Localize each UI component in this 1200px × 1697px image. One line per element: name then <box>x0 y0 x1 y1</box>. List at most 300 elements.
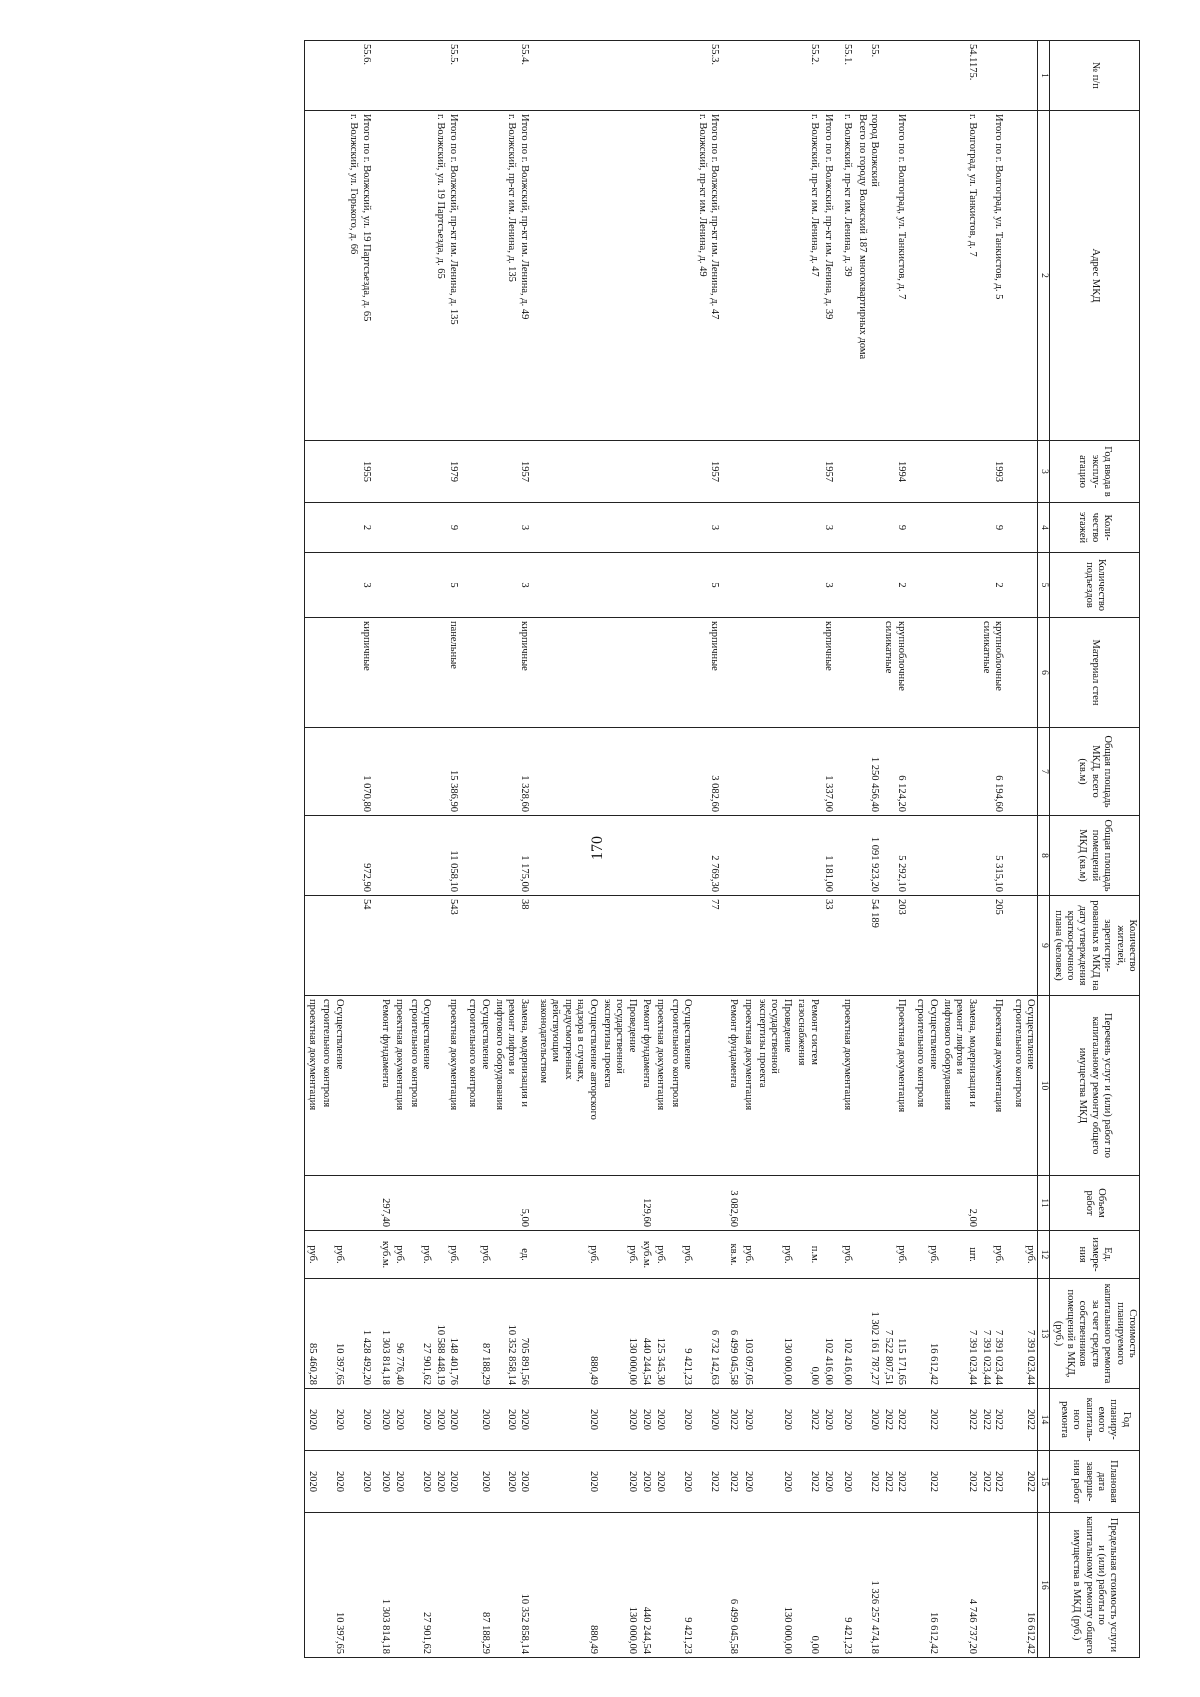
column-number-13: 13 <box>1038 1279 1050 1389</box>
total-area-cell <box>406 728 433 816</box>
entrances-cell: 2 <box>881 553 913 618</box>
entrances-cell <box>653 553 667 618</box>
row-number-cell: 55.2. <box>794 41 821 111</box>
address-cell: Итого по г. Волжский, ул. 19 Партсъезда, д. 65 г. Волжский, ул. Горького, д. 66 <box>346 111 378 441</box>
address-cell <box>392 111 406 441</box>
planned-cost-cell: 705 891,56 10 352 858,14 <box>492 1279 536 1389</box>
address-cell <box>406 111 433 441</box>
entrances-cell <box>913 553 940 618</box>
premises-area-cell <box>600 816 639 896</box>
unit-cell <box>694 1231 726 1279</box>
max-cost-cell: 9 421,23 <box>840 1513 854 1658</box>
entrances-cell <box>378 553 392 618</box>
work-volume-cell <box>854 1176 881 1231</box>
entrances-cell: 2 <box>979 553 1011 618</box>
year-commissioned-cell <box>406 441 433 503</box>
entrances-cell <box>319 553 346 618</box>
work-volume-cell <box>794 1176 821 1231</box>
max-cost-cell: 130 000,00 <box>755 1513 794 1658</box>
wall-material-cell <box>913 618 940 728</box>
work-type-cell: Замена, модернизация и ремонт лифтов и лифтового оборудования <box>940 996 979 1176</box>
floors-cell <box>854 503 881 553</box>
repair-year-cell: 2022 <box>794 1389 821 1451</box>
planned-cost-cell: 148 401,76 10 588 448,19 <box>433 1279 465 1389</box>
work-type-cell: проектная документация <box>740 996 754 1176</box>
residents-cell <box>600 896 639 996</box>
residents-cell: 54 <box>346 896 378 996</box>
work-type-cell: Осуществление строительного контроля <box>913 996 940 1176</box>
total-area-cell <box>536 728 600 816</box>
work-type-cell <box>694 996 726 1176</box>
work-volume-cell <box>304 1176 319 1231</box>
residents-cell <box>392 896 406 996</box>
work-volume-cell <box>913 1176 940 1231</box>
planned-cost-cell: 7 391 023,44 <box>1010 1279 1037 1389</box>
wall-material-cell <box>600 618 639 728</box>
table-row <box>726 41 740 1658</box>
work-volume-cell: 2,00 <box>940 1176 979 1231</box>
floors-cell <box>600 503 639 553</box>
max-cost-cell <box>433 1513 465 1658</box>
premises-area-cell <box>392 816 406 896</box>
row-number-cell <box>667 41 694 111</box>
column-number-14: 14 <box>1038 1389 1050 1451</box>
work-type-cell: проектная документация <box>392 996 406 1176</box>
repair-year-cell: 2020 <box>600 1389 639 1451</box>
wall-material-cell <box>755 618 794 728</box>
completion-date-cell: 2020 <box>465 1451 492 1513</box>
address-cell <box>378 111 392 441</box>
address-cell <box>1010 111 1037 441</box>
year-commissioned-cell: 1957 <box>694 441 726 503</box>
unit-cell: руб. <box>840 1231 854 1279</box>
address-cell: Итого по г. Волжский, пр-кт им. Ленина, д. 47 г. Волжский, пр-кт им. Ленина, д. 49 <box>694 111 726 441</box>
max-cost-cell <box>979 1513 1011 1658</box>
residents-cell: 543 <box>433 896 465 996</box>
planned-cost-cell: 85 460,28 <box>304 1279 319 1389</box>
wall-material-cell <box>536 618 600 728</box>
repair-year-cell: 2020 <box>821 1389 840 1451</box>
entrances-cell <box>392 553 406 618</box>
completion-date-cell: 2020 <box>840 1451 854 1513</box>
completion-date-cell: 2020 <box>378 1451 392 1513</box>
completion-date-cell: 2020 <box>319 1451 346 1513</box>
header-cell-col-12: Ед. измере-ния <box>1050 1231 1140 1279</box>
rotated-page-content <box>40 40 1140 1657</box>
wall-material-cell <box>319 618 346 728</box>
year-commissioned-cell <box>840 441 854 503</box>
max-cost-cell <box>740 1513 754 1658</box>
address-cell <box>913 111 940 441</box>
table-row <box>840 41 854 1658</box>
completion-date-cell: 2022 <box>794 1451 821 1513</box>
unit-cell: руб. <box>881 1231 913 1279</box>
premises-area-cell: 5 292,10 <box>881 816 913 896</box>
row-number-cell: 55.6. <box>346 41 378 111</box>
header-cell-col-6: Материал стен <box>1050 618 1140 728</box>
address-cell: г. Волжский, пр-кт им. Ленина, д. 39 <box>840 111 854 441</box>
total-area-cell: 1 250 456,40 <box>854 728 881 816</box>
completion-date-cell: 2020 <box>346 1451 378 1513</box>
completion-date-cell: 2020 2020 <box>492 1451 536 1513</box>
total-area-cell <box>840 728 854 816</box>
row-number-cell <box>406 41 433 111</box>
unit-cell: руб. <box>392 1231 406 1279</box>
table-row <box>465 41 492 1658</box>
row-number-cell <box>740 41 754 111</box>
premises-area-cell <box>840 816 854 896</box>
address-cell: г. Волжский, пр-кт им. Ленина, д. 47 <box>794 111 821 441</box>
column-number-9: 9 <box>1038 896 1050 996</box>
premises-area-cell <box>755 816 794 896</box>
work-volume-cell <box>694 1176 726 1231</box>
year-commissioned-cell <box>536 441 600 503</box>
residents-cell <box>406 896 433 996</box>
planned-cost-cell: 125 345,30 <box>653 1279 667 1389</box>
entrances-cell <box>639 553 653 618</box>
header-cell-col-13: Стоимость планируемого капитального ремонта за счет средств собственников помещений в МКД, (руб.) <box>1050 1279 1140 1389</box>
address-cell <box>740 111 754 441</box>
floors-cell <box>536 503 600 553</box>
max-cost-cell: 0,00 <box>794 1513 821 1658</box>
residents-cell <box>536 896 600 996</box>
floors-cell: 3 <box>821 503 840 553</box>
work-type-cell: Ремонт фундамента <box>726 996 740 1176</box>
year-commissioned-cell <box>740 441 754 503</box>
wall-material-cell: крупноблочные силикатные <box>881 618 913 728</box>
address-cell <box>465 111 492 441</box>
entrances-cell: 5 <box>433 553 465 618</box>
wall-material-cell <box>406 618 433 728</box>
column-number-16: 16 <box>1038 1513 1050 1658</box>
table-row <box>304 41 319 1658</box>
planned-cost-cell: 16 612,42 <box>913 1279 940 1389</box>
unit-cell: руб. <box>913 1231 940 1279</box>
wall-material-cell <box>392 618 406 728</box>
max-cost-cell: 9 421,23 <box>667 1513 694 1658</box>
year-commissioned-cell <box>392 441 406 503</box>
column-number-1: 1 <box>1038 41 1050 111</box>
repair-year-cell: 2020 <box>755 1389 794 1451</box>
max-cost-cell <box>881 1513 913 1658</box>
repair-year-cell: 2020 <box>536 1389 600 1451</box>
work-volume-cell <box>392 1176 406 1231</box>
floors-cell <box>940 503 979 553</box>
entrances-cell <box>600 553 639 618</box>
completion-date-cell: 2022 <box>940 1451 979 1513</box>
completion-date-cell: 2020 <box>755 1451 794 1513</box>
unit-cell <box>346 1231 378 1279</box>
table-row <box>854 41 881 1658</box>
row-number-cell <box>378 41 392 111</box>
row-number-cell <box>392 41 406 111</box>
repair-year-cell: 2020 <box>694 1389 726 1451</box>
address-cell <box>600 111 639 441</box>
unit-cell: руб. <box>465 1231 492 1279</box>
address-cell <box>536 111 600 441</box>
repair-year-cell: 2022 <box>913 1389 940 1451</box>
table-row <box>667 41 694 1658</box>
table-row <box>979 41 1011 1658</box>
row-number-cell <box>881 41 913 111</box>
residents-cell <box>653 896 667 996</box>
table-row <box>913 41 940 1658</box>
entrances-cell: 3 <box>492 553 536 618</box>
unit-cell: кв.м. <box>726 1231 740 1279</box>
unit-cell: руб. <box>304 1231 319 1279</box>
premises-area-cell <box>1010 816 1037 896</box>
total-area-cell <box>740 728 754 816</box>
total-area-cell <box>653 728 667 816</box>
wall-material-cell <box>794 618 821 728</box>
work-volume-cell <box>600 1176 639 1231</box>
wall-material-cell <box>854 618 881 728</box>
floors-cell <box>794 503 821 553</box>
wall-material-cell <box>1010 618 1037 728</box>
completion-date-cell: 2020 <box>740 1451 754 1513</box>
table-row <box>346 41 378 1658</box>
repair-year-cell: 2020 <box>406 1389 433 1451</box>
total-area-cell <box>392 728 406 816</box>
floors-cell: 3 <box>492 503 536 553</box>
capital-repair-plan-table <box>304 40 1140 1658</box>
work-volume-cell <box>433 1176 465 1231</box>
residents-cell <box>840 896 854 996</box>
total-area-cell <box>319 728 346 816</box>
repair-year-cell: 2020 2020 <box>492 1389 536 1451</box>
unit-cell: ед. <box>492 1231 536 1279</box>
completion-date-cell: 2020 <box>821 1451 840 1513</box>
planned-cost-cell: 103 097,05 <box>740 1279 754 1389</box>
completion-date-cell: 2020 <box>406 1451 433 1513</box>
planned-cost-cell: 115 171,65 7 522 807,51 <box>881 1279 913 1389</box>
work-volume-cell <box>740 1176 754 1231</box>
residents-cell <box>465 896 492 996</box>
floors-cell <box>378 503 392 553</box>
entrances-cell <box>740 553 754 618</box>
work-type-cell: проектная документация <box>433 996 465 1176</box>
table-row <box>536 41 600 1658</box>
wall-material-cell: кирпичные <box>694 618 726 728</box>
completion-date-cell: 2022 2022 <box>979 1451 1011 1513</box>
floors-cell <box>406 503 433 553</box>
work-volume-cell <box>821 1176 840 1231</box>
entrances-cell <box>465 553 492 618</box>
table-body <box>304 41 1038 1658</box>
address-cell <box>667 111 694 441</box>
residents-cell <box>726 896 740 996</box>
row-number-cell: 55.1. <box>840 41 854 111</box>
column-number-15: 15 <box>1038 1451 1050 1513</box>
year-commissioned-cell <box>600 441 639 503</box>
year-commissioned-cell: 1994 <box>881 441 913 503</box>
header-cell-col-11: Объем работ <box>1050 1176 1140 1231</box>
repair-year-cell: 2020 <box>378 1389 392 1451</box>
row-number-cell <box>639 41 653 111</box>
entrances-cell: 5 <box>694 553 726 618</box>
header-cell-col-2: Адрес МКД <box>1050 111 1140 441</box>
table-row <box>653 41 667 1658</box>
wall-material-cell: панельные <box>433 618 465 728</box>
work-volume-cell <box>465 1176 492 1231</box>
max-cost-cell: 4 746 737,20 <box>940 1513 979 1658</box>
planned-cost-cell: 96 776,40 <box>392 1279 406 1389</box>
work-type-cell: Осуществление строительного контроля <box>406 996 433 1176</box>
header-cell-col-5: Количество подъездов <box>1050 553 1140 618</box>
wall-material-cell <box>639 618 653 728</box>
max-cost-cell: 10 352 858,14 <box>492 1513 536 1658</box>
entrances-cell: 3 <box>346 553 378 618</box>
year-commissioned-cell <box>726 441 740 503</box>
table-row <box>378 41 392 1658</box>
work-volume-cell: 5,00 <box>492 1176 536 1231</box>
work-type-cell: Проектная документация <box>881 996 913 1176</box>
unit-cell: руб. <box>755 1231 794 1279</box>
premises-area-cell <box>304 816 319 896</box>
repair-year-cell: 2020 <box>653 1389 667 1451</box>
entrances-cell <box>755 553 794 618</box>
address-cell: Итого по г. Волжский, пр-кт им. Ленина, д. 135 г. Волжский, ул. 19 Партсъезда, д. 65 <box>433 111 465 441</box>
year-commissioned-cell <box>304 441 319 503</box>
row-number-cell <box>319 41 346 111</box>
planned-cost-cell: 102 416,00 <box>840 1279 854 1389</box>
unit-cell: куб.м. <box>378 1231 392 1279</box>
address-cell <box>755 111 794 441</box>
row-number-cell: 55. <box>854 41 881 111</box>
residents-cell <box>319 896 346 996</box>
address-cell: г. Волгоград, ул. Танкистов, д. 7 <box>940 111 979 441</box>
column-number-5: 5 <box>1038 553 1050 618</box>
planned-cost-cell: 0,00 <box>794 1279 821 1389</box>
work-volume-cell: 297,40 <box>378 1176 392 1231</box>
work-volume-cell: 129,60 <box>639 1176 653 1231</box>
premises-area-cell <box>940 816 979 896</box>
work-type-cell <box>821 996 840 1176</box>
table-row <box>694 41 726 1658</box>
wall-material-cell: кирпичные <box>821 618 840 728</box>
page-number: 170 <box>589 836 606 860</box>
work-type-cell: Замена, модернизация и ремонт лифтов и лифтового оборудования <box>492 996 536 1176</box>
year-commissioned-cell <box>378 441 392 503</box>
residents-cell <box>913 896 940 996</box>
floors-cell <box>755 503 794 553</box>
total-area-cell: 15 386,90 <box>433 728 465 816</box>
residents-cell <box>740 896 754 996</box>
repair-year-cell: 2020 <box>465 1389 492 1451</box>
total-area-cell <box>378 728 392 816</box>
work-type-cell <box>346 996 378 1176</box>
premises-area-cell: 1 175,00 <box>492 816 536 896</box>
wall-material-cell <box>940 618 979 728</box>
entrances-cell: 3 <box>821 553 840 618</box>
work-type-cell: Осуществление строительного контроля <box>465 996 492 1176</box>
column-number-7: 7 <box>1038 728 1050 816</box>
planned-cost-cell: 7 391 023,44 7 391 023,44 <box>979 1279 1011 1389</box>
header-cell-col-4: Коли-чество этажей <box>1050 503 1140 553</box>
column-number-10: 10 <box>1038 996 1050 1176</box>
planned-cost-cell: 87 188,29 <box>465 1279 492 1389</box>
header-cell-col-10: Перечень услуг и (или) работ по капитальному ремонту общего имущества МКД <box>1050 996 1140 1176</box>
table-row <box>492 41 536 1658</box>
unit-cell <box>821 1231 840 1279</box>
wall-material-cell <box>465 618 492 728</box>
entrances-cell <box>726 553 740 618</box>
year-commissioned-cell <box>653 441 667 503</box>
unit-cell <box>854 1231 881 1279</box>
completion-date-cell: 2022 <box>726 1451 740 1513</box>
column-number-3: 3 <box>1038 441 1050 503</box>
table-header <box>1038 41 1140 1658</box>
work-type-cell: Проектная документация <box>979 996 1011 1176</box>
max-cost-cell: 10 397,65 <box>319 1513 346 1658</box>
row-number-cell <box>600 41 639 111</box>
total-area-cell: 6 124,20 <box>881 728 913 816</box>
work-type-cell: проектная документация <box>304 996 319 1176</box>
entrances-cell <box>940 553 979 618</box>
entrances-cell <box>1010 553 1037 618</box>
total-area-cell: 6 194,60 <box>979 728 1011 816</box>
wall-material-cell <box>840 618 854 728</box>
total-area-cell: 1 070,80 <box>346 728 378 816</box>
work-volume-cell <box>1010 1176 1037 1231</box>
table-row <box>794 41 821 1658</box>
repair-year-cell: 2020 2020 <box>433 1389 465 1451</box>
premises-area-cell <box>740 816 754 896</box>
row-number-cell <box>536 41 600 111</box>
floors-cell <box>740 503 754 553</box>
work-volume-cell: 3 082,60 <box>726 1176 740 1231</box>
year-commissioned-cell <box>639 441 653 503</box>
work-volume-cell <box>536 1176 600 1231</box>
max-cost-cell <box>821 1513 840 1658</box>
unit-cell: куб.м. <box>639 1231 653 1279</box>
table-row <box>600 41 639 1658</box>
floors-cell <box>392 503 406 553</box>
floors-cell: 9 <box>433 503 465 553</box>
year-commissioned-cell: 1955 <box>346 441 378 503</box>
work-type-cell: Осуществление строительного контроля <box>319 996 346 1176</box>
header-cell-col-14: Год планиру-емого капиталь-ного ремонта <box>1050 1389 1140 1451</box>
total-area-cell <box>755 728 794 816</box>
work-volume-cell <box>667 1176 694 1231</box>
year-commissioned-cell <box>667 441 694 503</box>
repair-year-cell: 2022 2022 <box>881 1389 913 1451</box>
wall-material-cell <box>378 618 392 728</box>
wall-material-cell <box>740 618 754 728</box>
column-number-row <box>1038 41 1050 1658</box>
max-cost-cell: 1 303 814,18 <box>378 1513 392 1658</box>
floors-cell: 2 <box>346 503 378 553</box>
premises-area-cell <box>406 816 433 896</box>
repair-year-cell: 2020 <box>667 1389 694 1451</box>
wall-material-cell <box>667 618 694 728</box>
repair-year-cell: 2022 2022 <box>979 1389 1011 1451</box>
header-cell-col-8: Общая площадь помещений МКД (кв.м) <box>1050 816 1140 896</box>
total-area-cell <box>639 728 653 816</box>
planned-cost-cell: 6 499 045,58 <box>726 1279 740 1389</box>
max-cost-cell: 87 188,29 <box>465 1513 492 1658</box>
unit-cell: шт. <box>940 1231 979 1279</box>
total-area-cell <box>940 728 979 816</box>
total-area-cell <box>600 728 639 816</box>
year-commissioned-cell <box>465 441 492 503</box>
max-cost-cell <box>392 1513 406 1658</box>
year-commissioned-cell: 1979 <box>433 441 465 503</box>
total-area-cell: 3 082,60 <box>694 728 726 816</box>
max-cost-cell: 880,49 <box>536 1513 600 1658</box>
row-number-cell: 55.3. <box>694 41 726 111</box>
work-type-cell: Проведение государственной экспертизы проекта <box>755 996 794 1176</box>
